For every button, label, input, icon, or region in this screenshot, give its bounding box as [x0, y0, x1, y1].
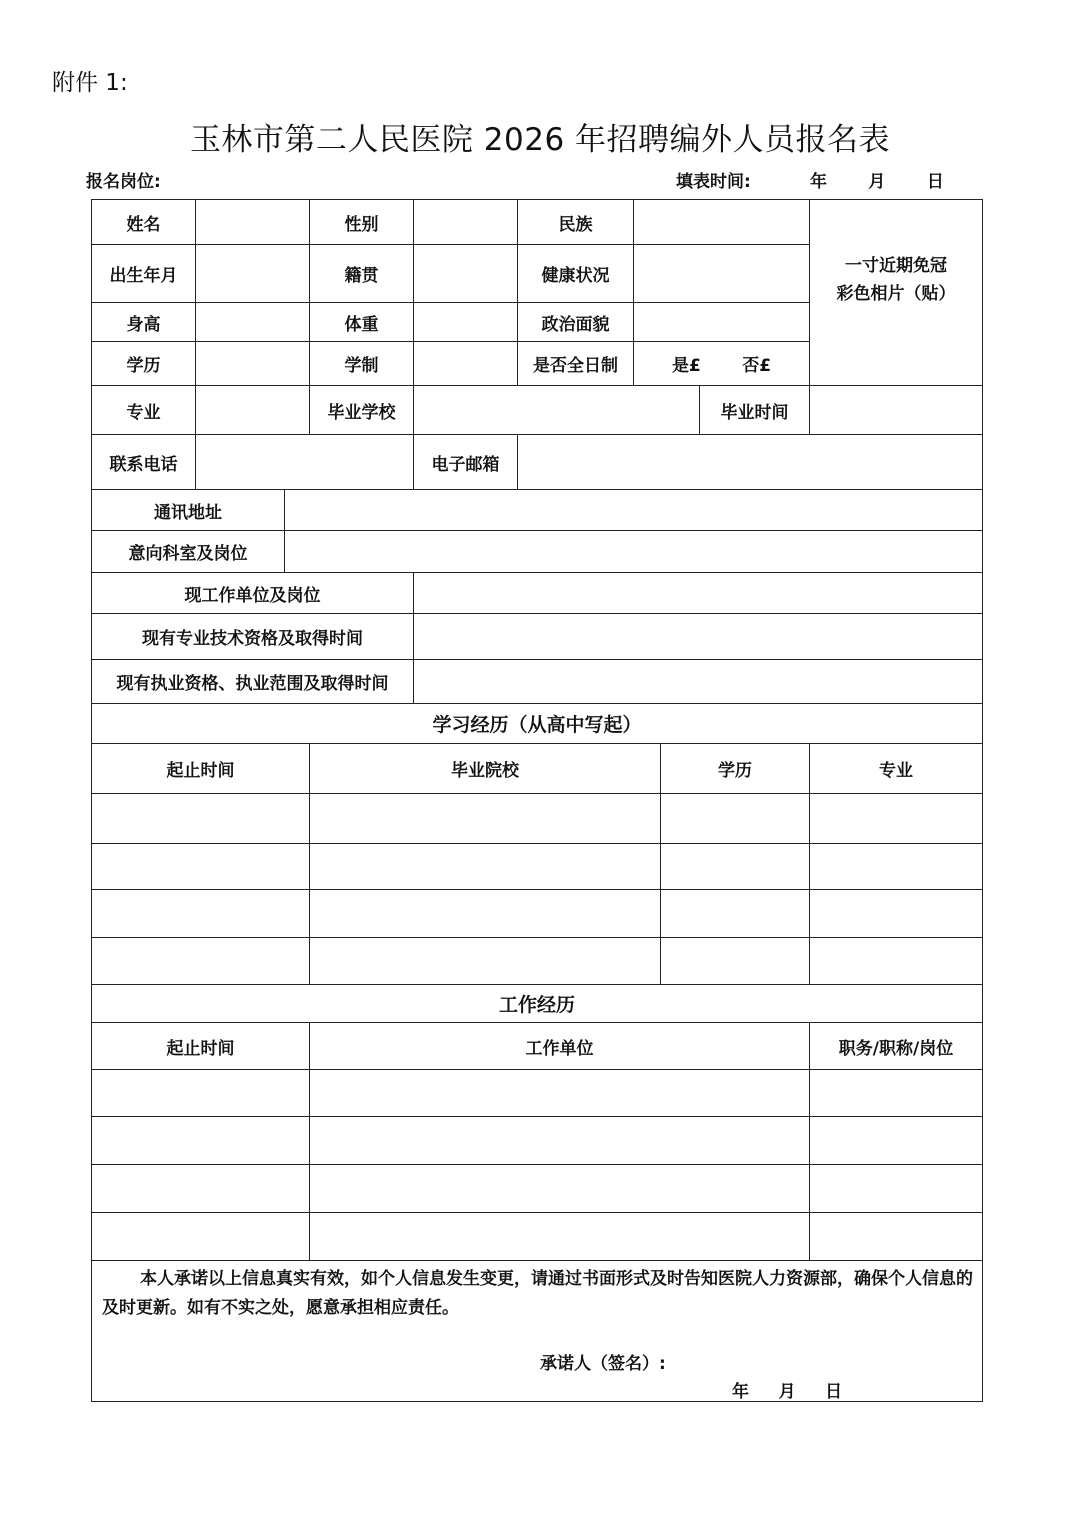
ethnicity-label: 民族 [518, 200, 634, 245]
health-field[interactable] [634, 245, 810, 303]
study-header-education: 学历 [661, 744, 810, 794]
major-field[interactable] [196, 386, 310, 435]
address-field[interactable] [285, 490, 982, 531]
graduate-time-field[interactable] [810, 386, 982, 435]
work-cell[interactable] [310, 1070, 810, 1117]
graduate-school-label: 毕业学校 [310, 386, 414, 435]
study-cell[interactable] [310, 794, 661, 844]
work-cell[interactable] [810, 1117, 982, 1165]
pledge-box [92, 1261, 982, 1401]
native-place-field[interactable] [414, 245, 518, 303]
study-cell[interactable] [92, 890, 310, 938]
birth-label: 出生年月 [92, 245, 196, 303]
work-cell[interactable] [310, 1117, 810, 1165]
education-field[interactable] [196, 342, 310, 386]
weight-field[interactable] [414, 303, 518, 342]
political-field[interactable] [634, 303, 810, 342]
work-cell[interactable] [92, 1070, 310, 1117]
name-field[interactable] [196, 200, 310, 245]
email-label: 电子邮箱 [414, 435, 518, 490]
photo-slot[interactable]: 一寸近期免冠 彩色相片（贴） [810, 200, 982, 386]
work-cell[interactable] [310, 1165, 810, 1213]
name-label: 姓名 [92, 200, 196, 245]
graduate-time-label: 毕业时间 [700, 386, 810, 435]
full-time-label: 是否全日制 [518, 342, 634, 386]
address-label: 通讯地址 [92, 490, 285, 531]
full-time-options[interactable]: 是£ 否£ [634, 342, 810, 386]
phone-label: 联系电话 [92, 435, 196, 490]
study-cell[interactable] [810, 938, 982, 985]
work-cell[interactable] [92, 1165, 310, 1213]
graduate-school-field[interactable] [414, 386, 700, 435]
work-cell[interactable] [810, 1165, 982, 1213]
height-label: 身高 [92, 303, 196, 342]
study-cell[interactable] [661, 844, 810, 890]
pledge-text: 本人承诺以上信息真实有效，如个人信息发生变更，请通过书面形式及时告知医院人力资源部，确保个人信息的及时更新。如有不实之处，愿意承担相应责任。 [102, 1269, 973, 1318]
ethnicity-field[interactable] [634, 200, 810, 245]
fill-time-label: 填表时间: 年 月 日 [676, 172, 944, 192]
schooling-label: 学制 [310, 342, 414, 386]
major-label: 专业 [92, 386, 196, 435]
study-cell[interactable] [810, 794, 982, 844]
study-section-title: 学习经历（从高中写起） [92, 704, 982, 744]
study-cell[interactable] [92, 794, 310, 844]
work-cell[interactable] [810, 1213, 982, 1261]
study-header-period: 起止时间 [92, 744, 310, 794]
tech-qualification-field[interactable] [414, 614, 982, 660]
email-field[interactable] [518, 435, 982, 490]
native-place-label: 籍贯 [310, 245, 414, 303]
study-cell[interactable] [661, 890, 810, 938]
work-section-title: 工作经历 [92, 985, 982, 1023]
attachment-label: 附件 1: [52, 70, 128, 96]
tech-qualification-label: 现有专业技术资格及取得时间 [92, 614, 414, 660]
study-cell[interactable] [310, 938, 661, 985]
registration-form [91, 199, 983, 1402]
schooling-field[interactable] [414, 342, 518, 386]
current-unit-field[interactable] [414, 573, 982, 614]
political-label: 政治面貌 [518, 303, 634, 342]
study-header-major: 专业 [810, 744, 982, 794]
work-header-title: 职务/职称/岗位 [810, 1023, 982, 1070]
intended-dept-field[interactable] [285, 531, 982, 573]
study-cell[interactable] [810, 890, 982, 938]
health-label: 健康状况 [518, 245, 634, 303]
study-cell[interactable] [310, 890, 661, 938]
practice-qualification-label: 现有执业资格、执业范围及取得时间 [92, 660, 414, 704]
study-cell[interactable] [810, 844, 982, 890]
practice-qualification-field[interactable] [414, 660, 982, 704]
study-cell[interactable] [661, 794, 810, 844]
work-cell[interactable] [92, 1117, 310, 1165]
phone-field[interactable] [196, 435, 414, 490]
intended-dept-label: 意向科室及岗位 [92, 531, 285, 573]
work-header-unit: 工作单位 [310, 1023, 810, 1070]
work-cell[interactable] [310, 1213, 810, 1261]
gender-label: 性别 [310, 200, 414, 245]
study-cell[interactable] [92, 844, 310, 890]
work-header-period: 起止时间 [92, 1023, 310, 1070]
current-unit-label: 现工作单位及岗位 [92, 573, 414, 614]
birth-field[interactable] [196, 245, 310, 303]
education-label: 学历 [92, 342, 196, 386]
form-title: 玉林市第二人民医院 2026 年招聘编外人员报名表 [189, 122, 891, 158]
study-cell[interactable] [92, 938, 310, 985]
study-cell[interactable] [310, 844, 661, 890]
signer-label[interactable]: 承诺人（签名）: [540, 1354, 666, 1374]
position-label: 报名岗位: [86, 172, 161, 192]
study-cell[interactable] [661, 938, 810, 985]
gender-field[interactable] [414, 200, 518, 245]
work-cell[interactable] [92, 1213, 310, 1261]
weight-label: 体重 [310, 303, 414, 342]
work-cell[interactable] [810, 1070, 982, 1117]
study-header-school: 毕业院校 [310, 744, 661, 794]
height-field[interactable] [196, 303, 310, 342]
sign-date: 年 月 日 [732, 1382, 843, 1402]
